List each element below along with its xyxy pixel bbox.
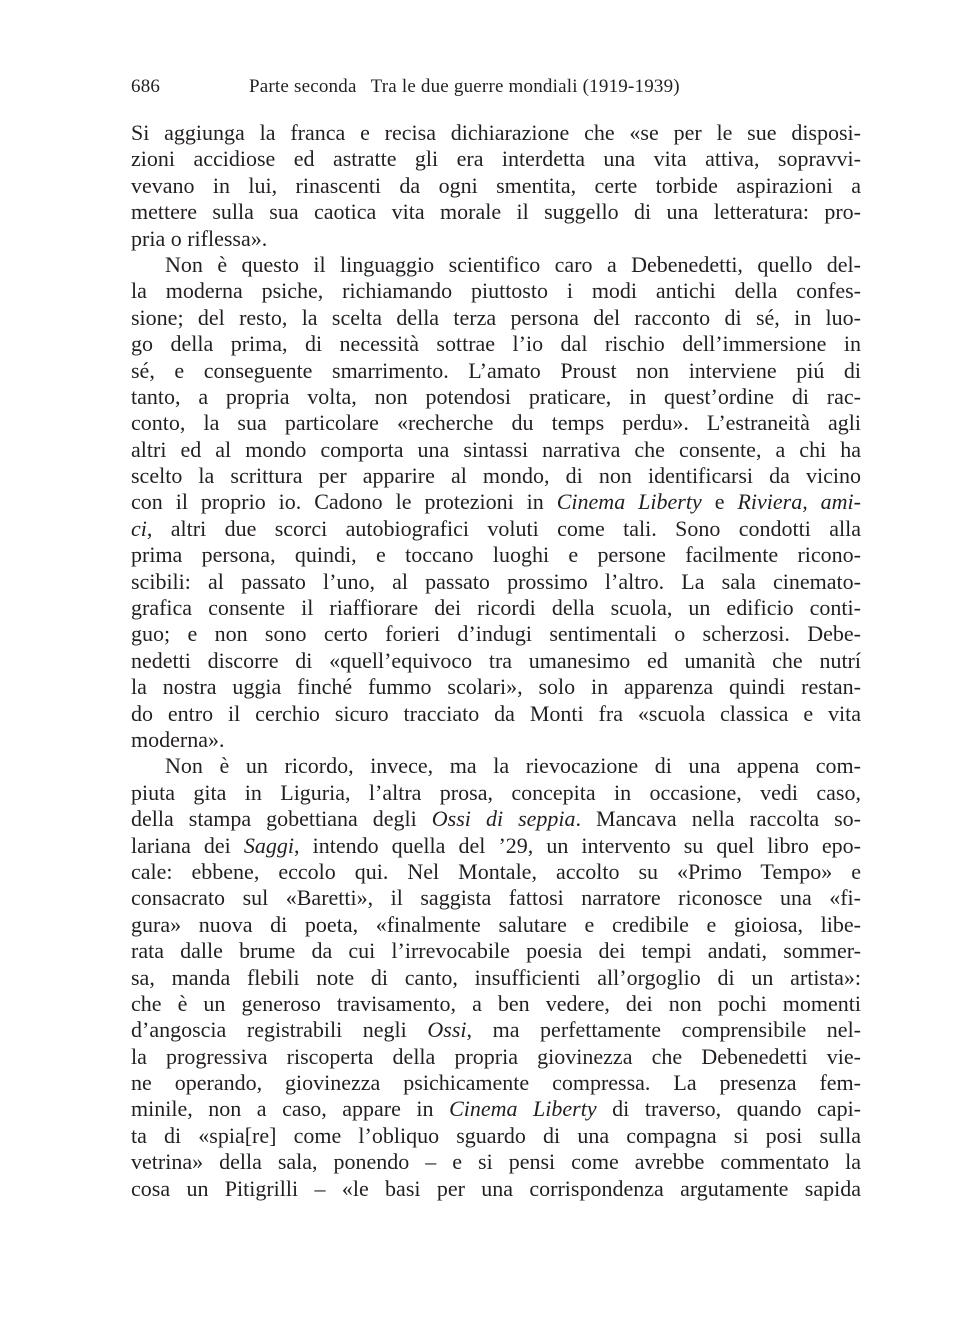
text-run: Si aggiunga la franca e recisa dichiarazione che «se per le sue disposi- [131, 120, 861, 145]
text-line [131, 489, 861, 515]
text-run: zioni accidiose ed astratte gli era interdetta una vita attiva, sopravvi- [131, 146, 861, 172]
text-line [131, 437, 861, 463]
italic-title: ci [131, 515, 147, 541]
italic-title: Saggi [243, 832, 295, 858]
text-run: minile, non a caso, appare in [131, 1096, 450, 1122]
text-run: tanto, a propria volta, non potendosi praticare, in quest’ordine di rac- [131, 383, 861, 409]
text-run: . Mancava nella raccolta so- [575, 806, 861, 832]
text-line [131, 1070, 861, 1096]
text-run: scelto la scrittura per apparire al mondo, di non identificarsi da vicino [131, 463, 861, 489]
text-line [131, 1096, 861, 1122]
text-line [131, 410, 861, 436]
text-run: sione; del resto, la scelta della terza persona del racconto di sé, in luo- [131, 304, 861, 330]
text-run: , intendo quella del ’29, un intervento su quel libro epo- [294, 832, 862, 858]
body-text [131, 120, 861, 1202]
text-line [131, 859, 861, 885]
text-line [131, 516, 861, 542]
page-number: 686 [131, 76, 161, 97]
text-line [131, 833, 861, 859]
text-line [131, 252, 861, 278]
text-run: la progressiva riscoperta della propria giovinezza che Debenedetti vie- [131, 1043, 861, 1069]
italic-title: Ossi di seppia [431, 806, 576, 832]
part-title: Parte seconda [249, 76, 357, 97]
text-run: sé, e conseguente smarrimento. L’amato Proust non interviene piú di [131, 357, 861, 383]
text-line [131, 463, 861, 489]
text-run: ne operando, giovinezza psichicamente compressa. La presenza fem- [131, 1070, 861, 1096]
text-run: cale: ebbene, eccolo qui. Nel Montale, accolto su «Primo Tempo» e [131, 858, 861, 884]
text-run: vevano in lui, rinascenti da ogni smentita, certe torbide aspirazioni a [131, 172, 861, 198]
italic-title: Cinema Liberty [556, 489, 702, 515]
text-line [131, 1149, 861, 1175]
text-run: di traverso, quando capi- [596, 1096, 862, 1122]
text-run: rata dalle brume da cui l’irrevocabile poesia dei tempi andati, sommer- [131, 938, 861, 964]
text-line [131, 384, 861, 410]
text-line [131, 648, 861, 674]
text-run: moderna». [131, 726, 225, 752]
italic-title: Cinema Liberty [449, 1096, 597, 1122]
text-line [131, 674, 861, 700]
text-line [131, 938, 861, 964]
text-line [131, 173, 861, 199]
text-line [131, 912, 861, 938]
text-run: prima persona, quindi, e toccano luoghi e persone facilmente ricono- [131, 542, 861, 568]
text-run: go della prima, di necessità sottrae l’io dal rischio dell’immersione in [131, 331, 861, 357]
text-line [131, 120, 861, 146]
text-line [131, 542, 861, 568]
text-line [131, 358, 861, 384]
text-line [131, 1123, 861, 1149]
text-run: la moderna psiche, richiamando piuttosto i modi antichi della confes- [131, 278, 861, 304]
text-run: piuta gita in Liguria, l’altra prosa, concepita in occasione, vedi caso, [131, 779, 861, 805]
text-run: scibili: al passato l’uno, al passato prossimo l’altro. La sala cinemato- [131, 568, 861, 594]
text-run: vetrina» della sala, ponendo – e si pensi come avrebbe commentato la [131, 1149, 861, 1175]
running-header [131, 76, 680, 98]
text-run: Non è un ricordo, invece, ma la rievocazione di una appena com- [165, 753, 861, 779]
text-run: grafica consente il riaffiorare dei ricordi della scuola, un edificio conti- [131, 595, 861, 621]
text-line [131, 780, 861, 806]
text-run: cosa un Pitigrilli – «le basi per una corrispondenza argutamente sapida [131, 1175, 861, 1201]
text-run: , ma perfettamente comprensibile nel- [466, 1017, 862, 1043]
text-line [131, 753, 861, 779]
italic-title: Ossi [427, 1017, 467, 1043]
text-run: la nostra uggia finché fummo scolari», solo in apparenza quindi restan- [131, 674, 861, 700]
text-run: pria o riflessa». [131, 225, 268, 251]
text-run: nedetti discorre di «quell’equivoco tra umanesimo ed umanità che nutrí [131, 647, 861, 673]
italic-title: Riviera, ami- [737, 489, 861, 515]
text-line [131, 806, 861, 832]
text-run: sa, manda flebili note di canto, insufficienti all’orgoglio di un artista»: [131, 964, 861, 990]
text-run: guo; e non sono certo forieri d’indugi sentimentali o scherzosi. Debe- [131, 621, 861, 647]
text-line [131, 621, 861, 647]
text-run: , altri due scorci autobiografici voluti come tali. Sono condotti alla [146, 515, 861, 541]
text-line [131, 1017, 861, 1043]
text-line [131, 331, 861, 357]
text-line [131, 226, 861, 252]
chapter-title: Tra le due guerre mondiali (1919-1939) [370, 76, 680, 97]
text-line [131, 1044, 861, 1070]
text-run: lariana dei [131, 832, 244, 858]
text-run: con il proprio io. Cadono le protezioni in [131, 489, 557, 515]
text-run: do entro il cerchio sicuro tracciato da Monti fra «scuola classica e vita [131, 700, 861, 726]
text-run: conto, la sua particolare «recherche du temps perdu». L’estraneità agli [131, 410, 861, 436]
text-run: consacrato sul «Baretti», il saggista fattosi narratore riconosce una «fi- [131, 885, 861, 911]
text-run: della stampa gobettiana degli [131, 806, 432, 832]
text-line [131, 1176, 861, 1202]
text-run: ta di «spia[re] come l’obliquo sguardo di una compagna si posi sulla [131, 1122, 861, 1148]
text-line [131, 991, 861, 1017]
text-run: d’angoscia registrabili negli [131, 1017, 428, 1043]
text-line [131, 278, 861, 304]
text-line [131, 965, 861, 991]
text-line [131, 569, 861, 595]
text-run: e [701, 489, 738, 515]
text-line [131, 305, 861, 331]
text-run: Non è questo il linguaggio scientifico caro a Debenedetti, quello del- [165, 251, 861, 277]
text-line [131, 199, 861, 225]
text-run: altri ed al mondo comporta una sintassi narrativa che consente, a chi ha [131, 436, 861, 462]
text-line [131, 701, 861, 727]
text-line [131, 727, 861, 753]
text-run: che è un generoso travisamento, a ben vedere, dei non pochi momenti [131, 990, 861, 1016]
text-line [131, 146, 861, 172]
text-line [131, 595, 861, 621]
text-run: gura» nuova di poeta, «finalmente salutare e credibile e gioiosa, libe- [131, 911, 861, 937]
text-line [131, 885, 861, 911]
text-run: mettere sulla sua caotica vita morale il suggello di una letteratura: pro- [131, 199, 861, 225]
